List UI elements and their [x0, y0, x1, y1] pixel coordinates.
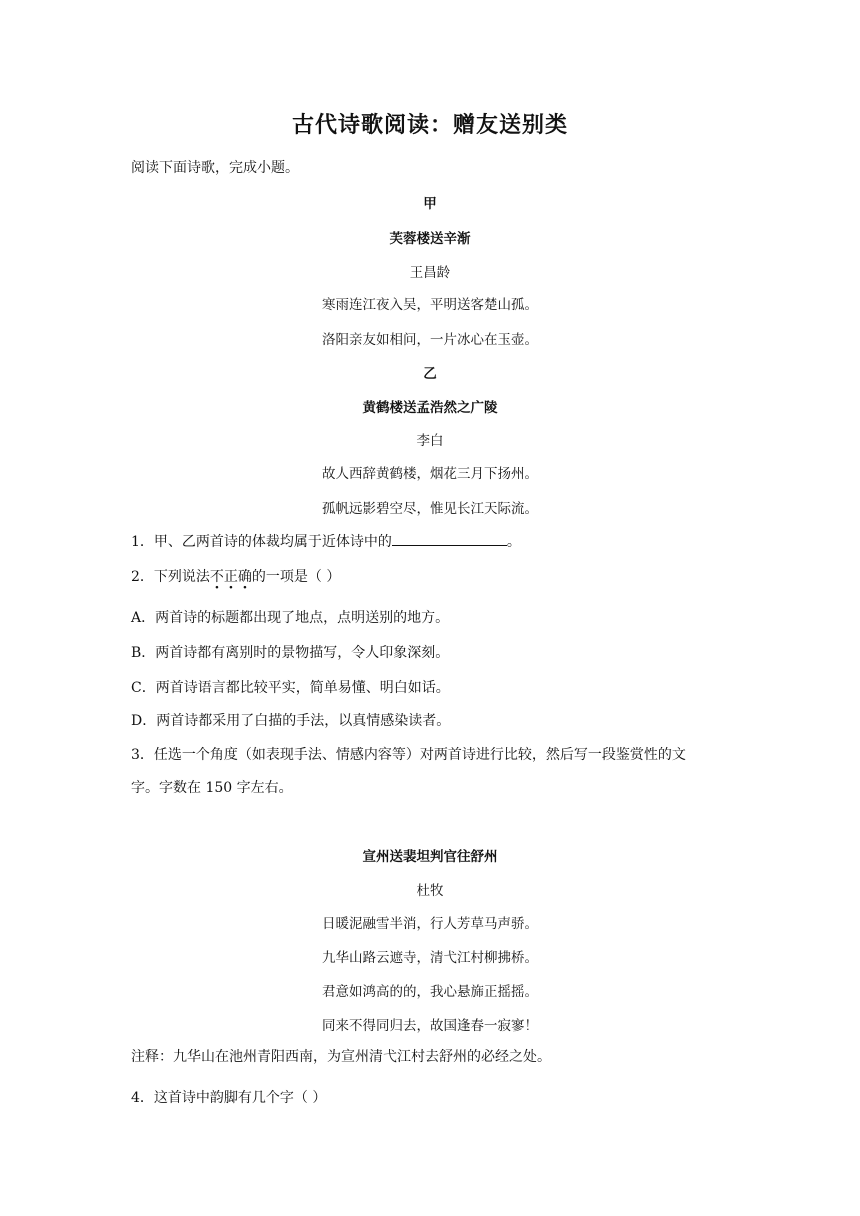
poem-b-title: 黄鹤楼送孟浩然之广陵 — [362, 400, 498, 416]
instruction-text: 阅读下面诗歌，完成小题。 — [131, 160, 299, 176]
question-1 — [131, 531, 521, 551]
option-d: D．两首诗都采用了白描的手法，以真情感染读者。 — [131, 713, 451, 729]
question-2-prefix: 2．下列说法 — [131, 569, 210, 585]
question-2 — [131, 566, 340, 586]
emphasis-char-3: 确 — [237, 569, 252, 585]
poem-b-label: 乙 — [423, 366, 437, 382]
poem-b-line-1: 故人西辞黄鹤楼，烟花三月下扬州。 — [322, 466, 538, 482]
poem-c-line-4: 同来不得同归去，故国逢春一寂寥！ — [322, 1018, 538, 1034]
poem-a-title: 芙蓉楼送辛渐 — [389, 231, 471, 247]
page-title: 古代诗歌阅读：赠友送别类 — [291, 112, 568, 138]
poem-a-line-2: 洛阳亲友如相问，一片冰心在玉壶。 — [322, 332, 538, 348]
poem-b-line-2: 孤帆远影碧空尽，惟见长江天际流。 — [322, 501, 538, 517]
poem-c-author: 杜牧 — [416, 883, 444, 899]
question-3-line-2: 字。字数在 150 字左右。 — [131, 780, 293, 796]
option-b: B．两首诗都有离别时的景物描写，令人印象深刻。 — [131, 645, 450, 661]
poem-c-line-3: 君意如鸿高的的，我心悬旆正摇摇。 — [322, 984, 538, 1000]
poem-a-line-1: 寒雨连江夜入吴，平明送客楚山孤。 — [322, 297, 538, 313]
poem-c-note: 注释：九华山在池州青阳西南，为宣州清弋江村去舒州的必经之处。 — [131, 1049, 551, 1065]
question-1-end: 。 — [506, 534, 521, 550]
poem-c-line-2: 九华山路云遮寺，清弋江村柳拂桥。 — [322, 950, 538, 966]
emphasis-char-1: 不 — [209, 569, 224, 585]
option-c: C．两首诗语言都比较平实，简单易懂、明白如话。 — [131, 680, 450, 696]
poem-c-line-1: 日暖泥融雪半消，行人芳草马声骄。 — [322, 916, 538, 932]
question-4: 4．这首诗中韵脚有几个字（ ） — [131, 1090, 327, 1106]
poem-c-title: 宣州送裴坦判官往舒州 — [362, 849, 498, 865]
poem-a-label: 甲 — [423, 196, 437, 212]
emphasis-char-2: 正 — [223, 569, 238, 585]
answer-blank[interactable] — [392, 531, 507, 546]
question-1-text: 1．甲、乙两首诗的体裁均属于近体诗中的 — [131, 534, 392, 550]
poem-a-author: 王昌龄 — [409, 265, 451, 281]
poem-b-author: 李白 — [416, 433, 444, 449]
question-2-suffix: 的一项是（ ） — [251, 569, 341, 585]
option-a: A．两首诗的标题都出现了地点，点明送别的地方。 — [131, 610, 450, 626]
question-3-line-1: 3．任选一个角度（如表现手法、情感内容等）对两首诗进行比较，然后写一段鉴赏性的文 — [131, 747, 686, 763]
